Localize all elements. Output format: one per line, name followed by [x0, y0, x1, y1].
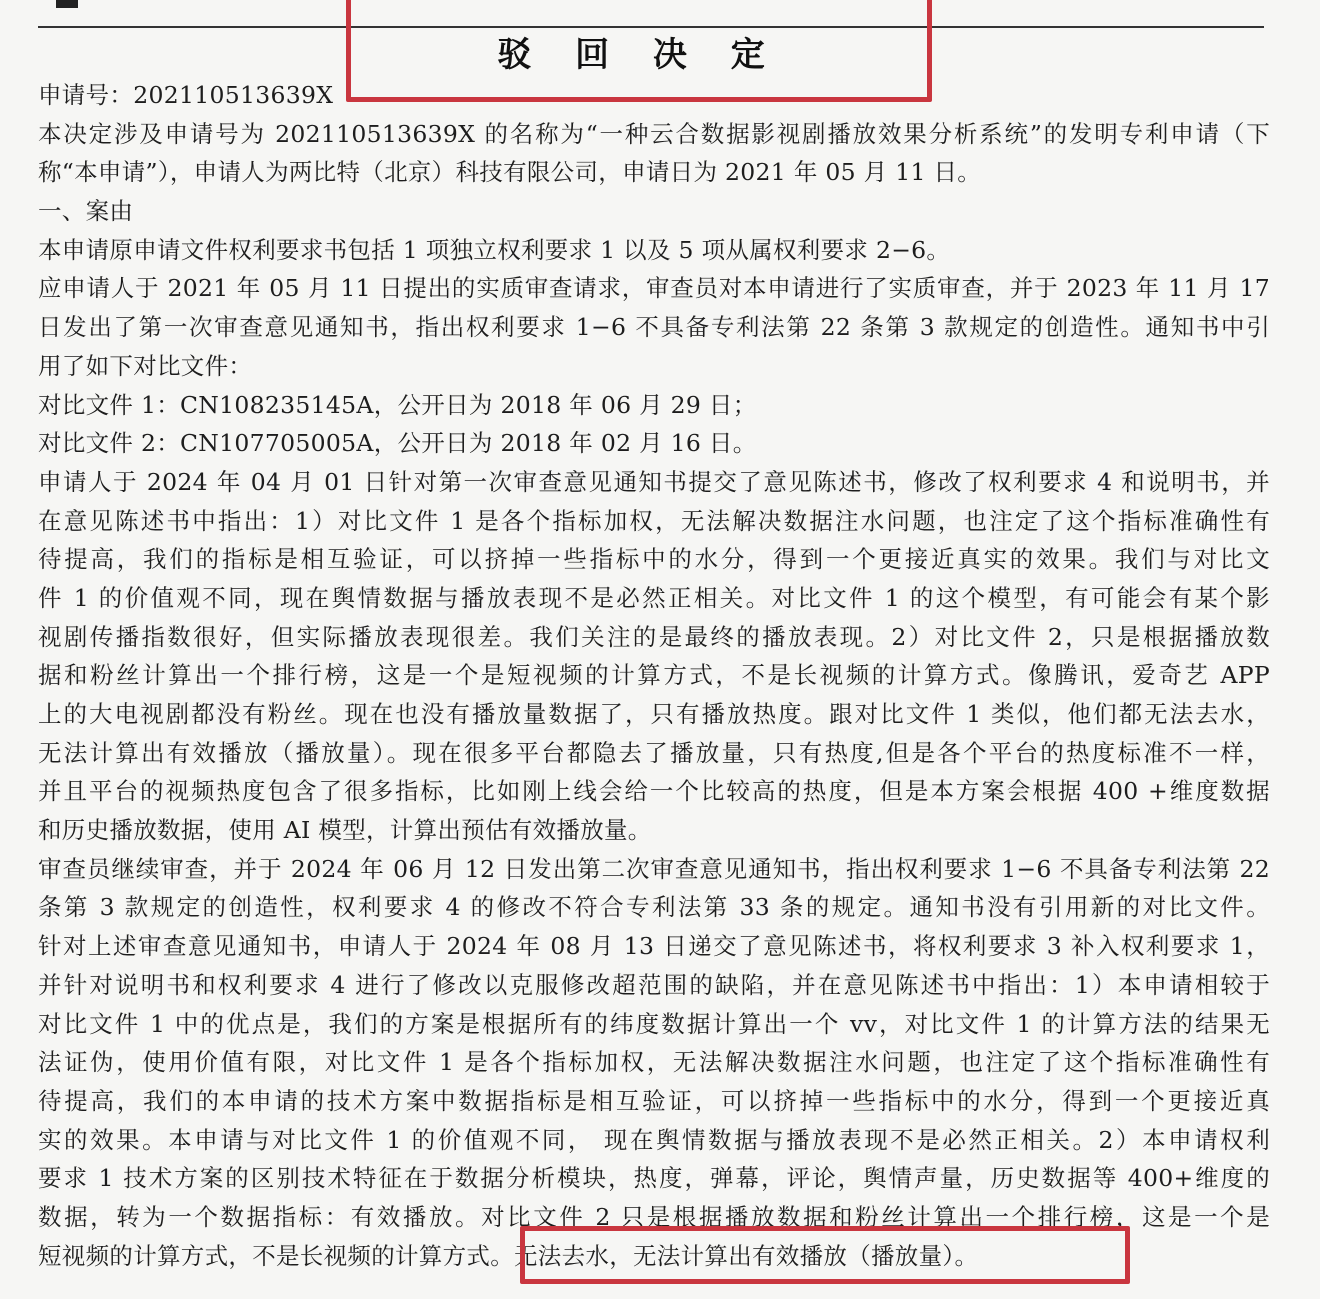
body-line: 针对上述审查意见通知书，申请人于 2024 年 08 月 13 日递交了意见陈述书，将权利要求 3 补入权利要求 1，	[38, 932, 1270, 961]
section-heading: 一、案由	[38, 197, 134, 226]
body-line: 视剧传播指数很好，但实际播放表现很差。我们关注的是最终的播放表现。2）对比文件 2，只是根据播放数	[38, 622, 1270, 651]
corner-logo-fragment	[56, 0, 78, 8]
body-line: 条第 3 款规定的创造性，权利要求 4 的修改不符合专利法第 33 条的规定。通知书没有引用新的对比文件。	[38, 893, 1270, 922]
document-title: 驳 回 决 定	[497, 35, 781, 75]
body-line: 称“本申请”），申请人为两比特（北京）科技有限公司，申请日为 2021 年 05 月 11 日。	[38, 158, 982, 187]
body-line: 法证伪，使用价值有限，对比文件 1 是各个指标加权，无法解决数据注水问题，也注定了这个指标准确性有	[38, 1048, 1270, 1077]
document-body	[38, 76, 1270, 1275]
bottom-highlight-box	[520, 1226, 1130, 1284]
body-line: 数据，转为一个数据指标：有效播放。对比文件 2 只是根据播放数据和粉丝计算出一个排行榜，这是一个是	[38, 1202, 1270, 1231]
body-line: 据和粉丝计算出一个排行榜，这是一个是短视频的计算方式，不是长视频的计算方式。像腾讯，爱奇艺 APP	[38, 661, 1270, 690]
body-line: 本决定涉及申请号为 202110513639X 的名称为“一种云合数据影视剧播放效果分析系统”的发明专利申请（下	[38, 119, 1270, 148]
body-line: 和历史播放数据，使用 AI 模型，计算出预估有效播放量。	[38, 816, 652, 845]
body-line: 无法计算出有效播放（播放量）。现在很多平台都隐去了播放量，只有热度,但是各个平台的热度标准不一样，	[38, 738, 1270, 767]
body-line: 本申请原申请文件权利要求书包括 1 项独立权利要求 1 以及 5 项从属权利要求 2−6。	[38, 235, 951, 264]
reference-doc-2: 对比文件 2：CN107705005A，公开日为 2018 年 02 月 16 日。	[38, 429, 757, 458]
body-line: 申请人于 2024 年 04 月 01 日针对第一次审查意见通知书提交了意见陈述书，修改了权利要求 4 和说明书，并	[38, 467, 1270, 496]
body-line: 要求 1 技术方案的区别技术特征在于数据分析模块，热度，弹幕，评论，舆情声量，历史数据等 400+维度的	[38, 1164, 1270, 1193]
body-line: 应申请人于 2021 年 05 月 11 日提出的实质审查请求，审查员对本申请进行了实质审查，并于 2023 年 11 月 17	[38, 274, 1270, 303]
body-line: 并针对说明书和权利要求 4 进行了修改以克服修改超范围的缺陷，并在意见陈述书中指出：1）本申请相较于	[38, 970, 1270, 999]
body-line: 待提高，我们的本申请的技术方案中数据指标是相互验证，可以挤掉一些指标中的水分，得到一个更接近真	[38, 1086, 1270, 1115]
body-line: 日发出了第一次审查意见通知书，指出权利要求 1−6 不具备专利法第 22 条第 3 款规定的创造性。通知书中引	[38, 313, 1270, 342]
body-line: 在意见陈述书中指出：1）对比文件 1 是各个指标加权，无法解决数据注水问题，也注定了这个指标准确性有	[38, 506, 1270, 535]
body-line: 实的效果。本申请与对比文件 1 的价值观不同， 现在舆情数据与播放表现不是必然正相关。2）本申请权利	[38, 1125, 1270, 1154]
body-line: 待提高，我们的指标是相互验证，可以挤掉一些指标中的水分，得到一个更接近真实的效果。我们与对比文	[38, 545, 1270, 574]
reference-doc-1: 对比文件 1：CN108235145A，公开日为 2018 年 06 月 29 日；	[38, 390, 757, 419]
body-line: 审查员继续审查，并于 2024 年 06 月 12 日发出第二次审查意见通知书，指出权利要求 1−6 不具备专利法第 22	[38, 854, 1270, 883]
body-line: 并且平台的视频热度包含了很多指标，比如刚上线会给一个比较高的热度，但是本方案会根据 400 +维度数据	[38, 777, 1270, 806]
body-line: 用了如下对比文件：	[38, 351, 253, 380]
body-line: 对比文件 1 中的优点是，我们的方案是根据所有的纬度数据计算出一个 vv，对比文件 1 的计算方法的结果无	[38, 1009, 1270, 1038]
application-number-line: 申请号：202110513639X	[38, 81, 334, 109]
body-line: 件 1 的价值观不同，现在舆情数据与播放表现不是必然正相关。对比文件 1 的这个模型，有可能会有某个影	[38, 583, 1270, 612]
body-line-last: 短视频的计算方式，不是长视频的计算方式。无法去水，无法计算出有效播放（播放量）。	[38, 1241, 979, 1270]
body-line: 上的大电视剧都没有粉丝。现在也没有播放量数据了，只有播放热度。跟对比文件 1 类似，他们都无法去水，	[38, 700, 1270, 728]
